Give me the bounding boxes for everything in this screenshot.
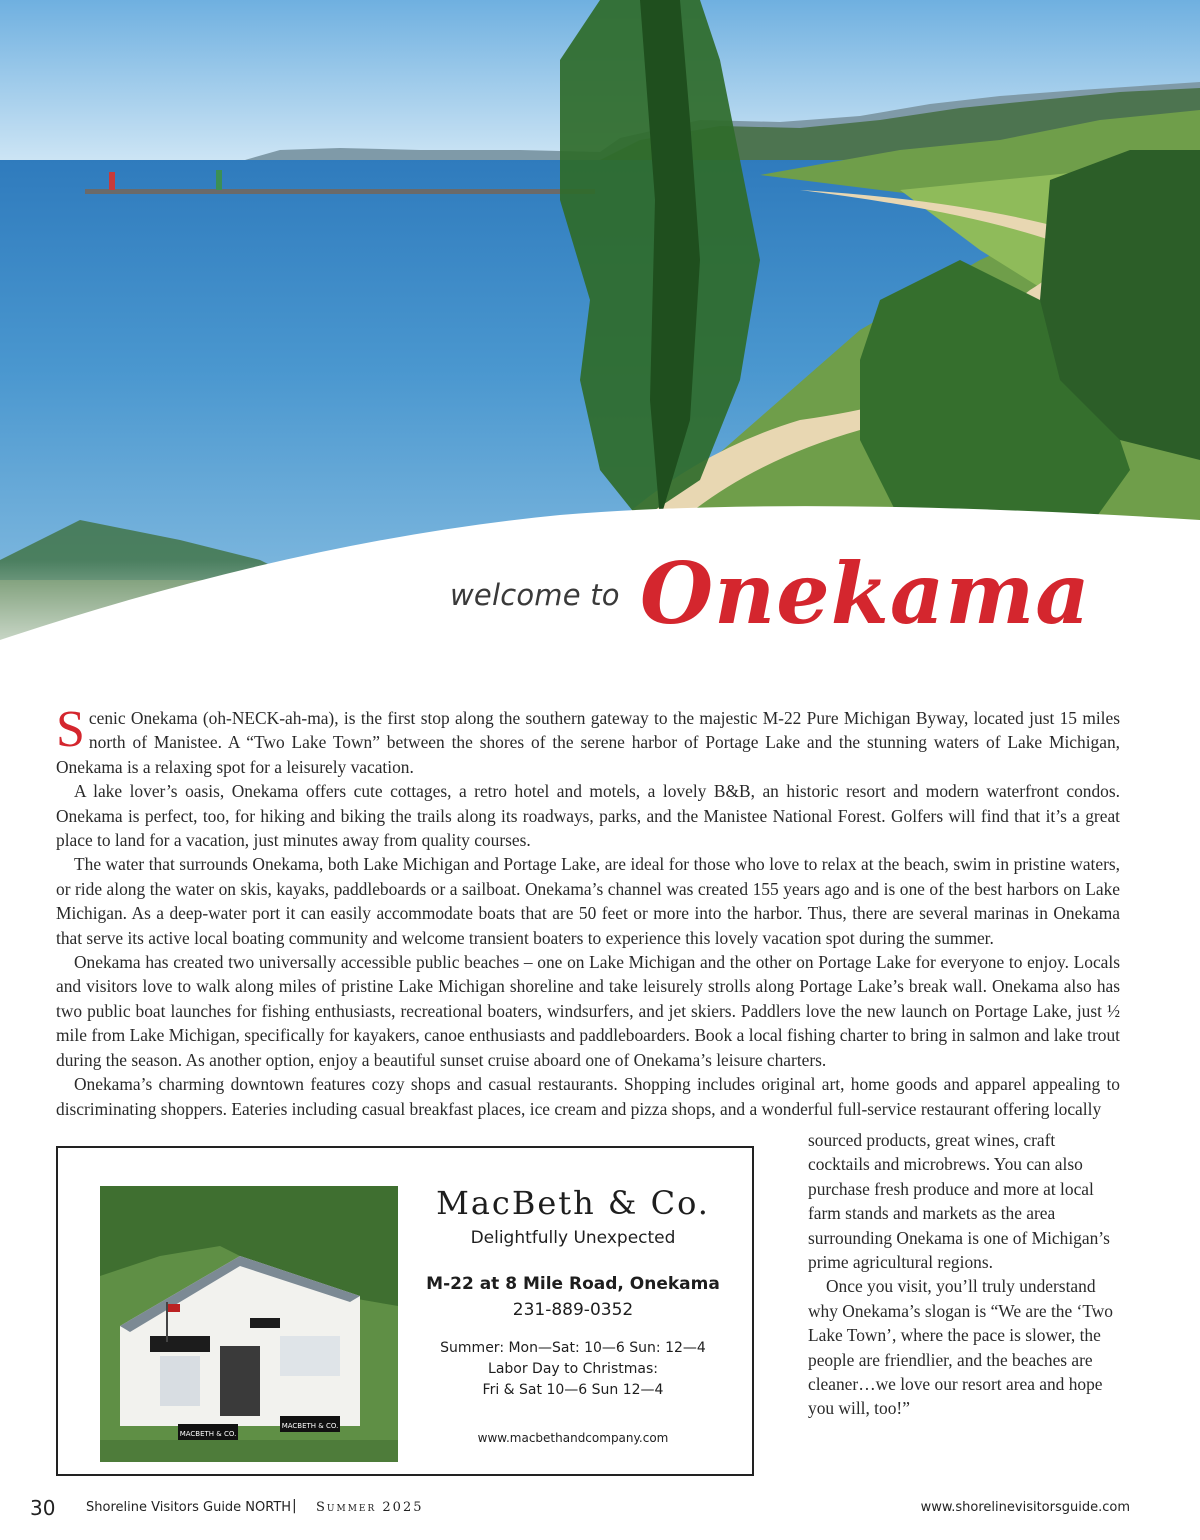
ad-address: M-22 at 8 Mile Road, Onekama	[426, 1274, 720, 1294]
ad-hours	[408, 1338, 738, 1401]
shop-sign-right: MACBETH & CO.	[281, 1422, 339, 1430]
drop-cap: S	[56, 701, 85, 758]
page-title: Onekama	[640, 544, 1091, 643]
title-block	[0, 544, 1200, 658]
article-paragraph-5-continued: sourced products, great wines, craft cocktails and microbrews. You can also purchase fresh produce and more at local farm stands and markets as the area surrounding Onekama is one of Michigan’s prime agricultural regions.	[808, 1130, 1110, 1273]
article-paragraph-5: Onekama’s charming downtown features cozy shops and casual restaurants. Shopping includes original art, home goods and apparel appealing to discriminating shoppers. Eateries including casual breakfast places, ice cream and pizza shops, and a wonderful full-service restaurant offering locally	[56, 1074, 1120, 1119]
footer-separator: |	[292, 1498, 297, 1514]
article-paragraph-6: Once you visit, you’ll truly understand why Onekama’s slogan is “We are the ‘Two Lake Town’, where the pace is slower, the people are friendlier, and the beaches are cleaner…we love our resort area and hope you will, too!”	[808, 1276, 1114, 1419]
ad-website-link[interactable]: www.macbethandcompany.com	[477, 1431, 669, 1445]
footer-website-link[interactable]: www.shorelinevisitorsguide.com	[920, 1500, 1130, 1515]
storefront-photo	[100, 1186, 398, 1462]
publication-name: Shoreline Visitors Guide NORTH	[86, 1500, 292, 1515]
ad-brand-name: MacBeth & Co.	[436, 1184, 710, 1222]
article-paragraph-1	[56, 701, 1120, 779]
article-paragraph-3: The water that surrounds Onekama, both Lake Michigan and Portage Lake, are ideal for those who love to relax at the beach, swim in pristine waters, or ride along the water on skis, kayaks, paddleboards or a sailboat. Onekama’s channel was created 155 years ago and is one of the best harbors on Lake Michigan. As a deep-water port it can easily accommodate boats that are 50 feet or more into the harbor. Thus, there are several marinas in Onekama that serve its active local boating community and welcome transient boaters to experience this lovely vacation spot during the summer.	[56, 854, 1120, 948]
paragraph-1-text: cenic Onekama (oh-NECK-ah-ma), is the first stop along the southern gateway to the majestic M-22 Pure Michigan Byway, located just 15 miles north of Manistee. A “Two Lake Town” between the shores of the serene harbor of Portage Lake and the stunning waters of Lake Michigan, Onekama is a relaxing spot for a leisurely vacation.	[56, 708, 1120, 777]
article-paragraph-2: A lake lover’s oasis, Onekama offers cute cottages, a retro hotel and motels, a lovely B&B, an historic resort and modern waterfront condos. Onekama is perfect, too, for hiking and biking the trails along its roadways, parks, and the Manistee National Forest. Golfers will find that it’s a great place to land for a vacation, just minutes away from quality courses.	[56, 781, 1120, 851]
storefront-image	[100, 1186, 398, 1462]
macbeth-advertisement	[56, 1146, 754, 1476]
page-number: 30	[30, 1496, 56, 1520]
ad-tagline: Delightfully Unexpected	[470, 1228, 676, 1248]
article-paragraph-4: Onekama has created two universally accessible public beaches – one on Lake Michigan and the other on Portage Lake for everyone to enjoy. Locals and visitors love to walk along miles of pristine Lake Michigan shoreline and take leisurely strolls along Portage Lake’s break wall. Onekama also has two public boat launches for fishing enthusiasts, recreational boaters, windsurfers, and jet skiers. Paddlers love the new launch on Portage Lake, just ½ mile from Lake Michigan, specifically for kayakers, canoe enthusiasts and paddleboarders. Book a local fishing charter to bring in salmon and lake trout during the season. As another option, enjoy a beautiful sunset cruise aboard one of Onekama’s leisure charters.	[56, 952, 1120, 1070]
ad-phone: 231-889-0352	[512, 1300, 634, 1320]
page-footer	[30, 1496, 1130, 1524]
shop-sign-left: MACBETH & CO.	[179, 1430, 237, 1438]
ad-hours-fri-sat: Fri & Sat 10—6 Sun 12—4	[482, 1382, 664, 1398]
ad-hours-summer: Summer: Mon—Sat: 10—6 Sun: 12—4	[440, 1340, 706, 1356]
ad-text-block	[408, 1182, 738, 1445]
issue-label: Summer 2025	[316, 1500, 424, 1515]
article-body	[56, 701, 1120, 1121]
ad-hours-season: Labor Day to Christmas:	[488, 1361, 658, 1377]
article-side-column	[808, 1128, 1120, 1421]
welcome-label: welcome to	[450, 578, 620, 612]
